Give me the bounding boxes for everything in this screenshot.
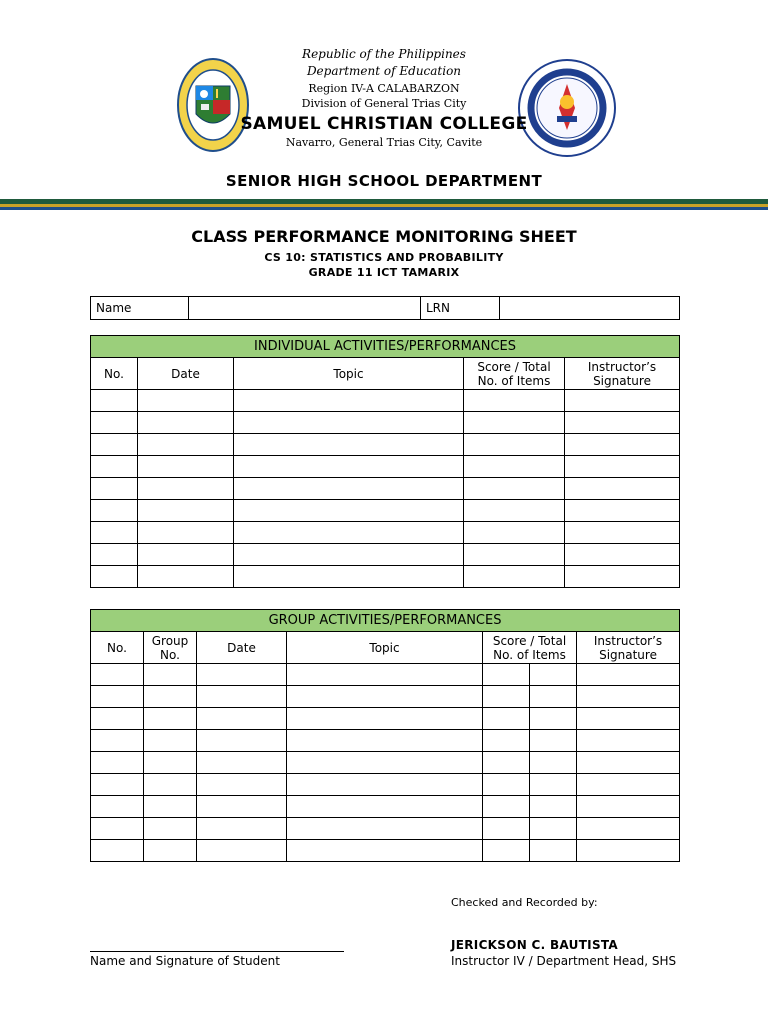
col-group-line1: Group (151, 633, 189, 648)
input-cell[interactable] (565, 434, 680, 456)
input-cell[interactable] (483, 840, 530, 862)
col-score (483, 632, 577, 664)
lrn-field[interactable] (500, 297, 680, 320)
input-cell[interactable] (91, 796, 144, 818)
input-cell[interactable] (144, 818, 197, 840)
input-cell[interactable] (287, 774, 483, 796)
input-cell[interactable] (91, 664, 144, 686)
input-cell[interactable] (138, 544, 234, 566)
student-info-table (90, 296, 680, 320)
input-cell[interactable] (144, 796, 197, 818)
input-cell[interactable] (91, 840, 144, 862)
input-cell[interactable] (483, 774, 530, 796)
input-cell[interactable] (138, 456, 234, 478)
col-signature-line2: Signature (593, 373, 651, 388)
table-row (91, 544, 680, 566)
table-row (91, 752, 680, 774)
table-row (91, 796, 680, 818)
input-cell[interactable] (483, 796, 530, 818)
input-cell[interactable] (144, 840, 197, 862)
region-line: Region IV-A CALABARZON (308, 82, 460, 95)
input-cell[interactable] (530, 708, 577, 730)
input-cell[interactable] (577, 840, 680, 862)
table-row (91, 708, 680, 730)
input-cell[interactable] (197, 686, 287, 708)
input-cell[interactable] (91, 752, 144, 774)
group-activities-table (90, 609, 680, 862)
input-cell[interactable] (464, 544, 565, 566)
republic-line: Republic of the Philippines (302, 47, 466, 61)
input-cell[interactable] (530, 818, 577, 840)
input-cell[interactable] (234, 390, 464, 412)
deped-line: Department of Education (306, 64, 462, 78)
input-cell[interactable] (565, 412, 680, 434)
table-row (91, 522, 680, 544)
input-cell[interactable] (197, 840, 287, 862)
table-row (91, 840, 680, 862)
input-cell[interactable] (144, 752, 197, 774)
table-row (91, 390, 680, 412)
input-cell[interactable] (287, 686, 483, 708)
input-cell[interactable] (91, 434, 138, 456)
table-row (91, 686, 680, 708)
input-cell[interactable] (530, 796, 577, 818)
col-no: No. (91, 358, 138, 390)
input-cell[interactable] (91, 456, 138, 478)
input-cell[interactable] (483, 730, 530, 752)
input-cell[interactable] (138, 500, 234, 522)
input-cell[interactable] (577, 686, 680, 708)
section-line: GRADE 11 ICT TAMARIX (308, 266, 460, 279)
table-row (91, 500, 680, 522)
input-cell[interactable] (530, 774, 577, 796)
lrn-label: LRN (421, 297, 500, 320)
input-cell[interactable] (138, 390, 234, 412)
input-cell[interactable] (530, 686, 577, 708)
input-cell[interactable] (144, 708, 197, 730)
table-row (91, 412, 680, 434)
input-cell[interactable] (91, 478, 138, 500)
table-row (91, 774, 680, 796)
college-address: Navarro, General Trias City, Cavite (285, 136, 483, 149)
input-cell[interactable] (91, 708, 144, 730)
input-cell[interactable] (91, 774, 144, 796)
input-cell[interactable] (287, 752, 483, 774)
table-row (91, 818, 680, 840)
input-cell[interactable] (530, 752, 577, 774)
table-row (91, 730, 680, 752)
input-cell[interactable] (197, 664, 287, 686)
col-topic: Topic (287, 632, 483, 664)
input-cell[interactable] (464, 522, 565, 544)
instructor-title: Instructor IV / Department Head, SHS (451, 954, 677, 968)
col-date: Date (197, 632, 287, 664)
col-date: Date (138, 358, 234, 390)
group-band-header: GROUP ACTIVITIES/PERFORMANCES (91, 610, 680, 632)
division-line: Division of General Trias City (301, 97, 467, 110)
input-cell[interactable] (91, 412, 138, 434)
input-cell[interactable] (565, 522, 680, 544)
individual-band-header: INDIVIDUAL ACTIVITIES/PERFORMANCES (91, 336, 680, 358)
input-cell[interactable] (234, 412, 464, 434)
input-cell[interactable] (197, 730, 287, 752)
input-cell[interactable] (91, 500, 138, 522)
student-signature-label: Name and Signature of Student (90, 954, 280, 968)
input-cell[interactable] (234, 456, 464, 478)
department-heading: SENIOR HIGH SCHOOL DEPARTMENT (225, 172, 543, 190)
input-cell[interactable] (144, 686, 197, 708)
col-group-no (144, 632, 197, 664)
input-cell[interactable] (464, 412, 565, 434)
input-cell[interactable] (483, 818, 530, 840)
input-cell[interactable] (197, 796, 287, 818)
input-cell[interactable] (464, 500, 565, 522)
input-cell[interactable] (234, 522, 464, 544)
input-cell[interactable] (138, 434, 234, 456)
col-score (464, 358, 565, 390)
instructor-name: JERICKSON C. BAUTISTA (451, 938, 619, 952)
col-score-line2: No. of Items (493, 647, 566, 662)
input-cell[interactable] (197, 818, 287, 840)
input-cell[interactable] (577, 664, 680, 686)
input-cell[interactable] (530, 664, 577, 686)
col-score-line2: No. of Items (477, 373, 551, 388)
col-topic: Topic (234, 358, 464, 390)
input-cell[interactable] (530, 840, 577, 862)
input-cell[interactable] (91, 522, 138, 544)
col-signature-line2: Signature (599, 647, 657, 662)
input-cell[interactable] (483, 664, 530, 686)
input-cell[interactable] (144, 664, 197, 686)
input-cell[interactable] (565, 544, 680, 566)
input-cell[interactable] (234, 544, 464, 566)
input-cell[interactable] (577, 752, 680, 774)
table-row (91, 664, 680, 686)
col-score-line1: Score / Total (477, 359, 551, 374)
input-cell[interactable] (91, 544, 138, 566)
input-cell[interactable] (464, 566, 565, 588)
col-signature-line1: Instructor’s (587, 359, 657, 374)
input-cell[interactable] (530, 730, 577, 752)
name-label: Name (91, 297, 189, 320)
student-signature-line (90, 951, 344, 952)
input-cell[interactable] (464, 456, 565, 478)
input-cell[interactable] (197, 774, 287, 796)
input-cell[interactable] (464, 434, 565, 456)
sheet-title: CLASS PERFORMANCE MONITORING SHEET (191, 227, 577, 246)
checked-recorded-label: Checked and Recorded by: (451, 896, 598, 909)
table-row (91, 434, 680, 456)
input-cell[interactable] (138, 566, 234, 588)
name-field[interactable] (189, 297, 421, 320)
input-cell[interactable] (287, 708, 483, 730)
individual-activities-table (90, 335, 680, 588)
table-row (91, 566, 680, 588)
input-cell[interactable] (91, 686, 144, 708)
input-cell[interactable] (483, 752, 530, 774)
input-cell[interactable] (91, 566, 138, 588)
input-cell[interactable] (464, 390, 565, 412)
input-cell[interactable] (287, 796, 483, 818)
input-cell[interactable] (464, 478, 565, 500)
input-cell[interactable] (577, 730, 680, 752)
input-cell[interactable] (144, 774, 197, 796)
input-cell[interactable] (287, 730, 483, 752)
input-cell[interactable] (234, 566, 464, 588)
input-cell[interactable] (287, 818, 483, 840)
input-cell[interactable] (138, 412, 234, 434)
input-cell[interactable] (197, 752, 287, 774)
input-cell[interactable] (577, 774, 680, 796)
input-cell[interactable] (565, 566, 680, 588)
input-cell[interactable] (138, 478, 234, 500)
input-cell[interactable] (91, 390, 138, 412)
input-cell[interactable] (483, 686, 530, 708)
col-no: No. (91, 632, 144, 664)
input-cell[interactable] (91, 730, 144, 752)
input-cell[interactable] (577, 796, 680, 818)
input-cell[interactable] (565, 456, 680, 478)
input-cell[interactable] (565, 478, 680, 500)
input-cell[interactable] (197, 708, 287, 730)
subject-line: CS 10: STATISTICS AND PROBABILITY (264, 251, 504, 264)
college-name: SAMUEL CHRISTIAN COLLEGE (240, 114, 528, 134)
table-row (91, 456, 680, 478)
col-group-line2: No. (160, 647, 180, 662)
input-cell[interactable] (577, 708, 680, 730)
input-cell[interactable] (144, 730, 197, 752)
input-cell[interactable] (287, 664, 483, 686)
input-cell[interactable] (234, 434, 464, 456)
col-signature (565, 358, 680, 390)
stripe-blue (0, 207, 768, 210)
input-cell[interactable] (287, 840, 483, 862)
input-cell[interactable] (234, 500, 464, 522)
input-cell[interactable] (91, 818, 144, 840)
input-cell[interactable] (565, 390, 680, 412)
col-score-line1: Score / Total (492, 633, 567, 648)
table-row (91, 478, 680, 500)
input-cell[interactable] (577, 818, 680, 840)
input-cell[interactable] (234, 478, 464, 500)
col-signature-line1: Instructor’s (593, 633, 663, 648)
input-cell[interactable] (565, 500, 680, 522)
input-cell[interactable] (138, 522, 234, 544)
input-cell[interactable] (483, 708, 530, 730)
col-signature (577, 632, 680, 664)
